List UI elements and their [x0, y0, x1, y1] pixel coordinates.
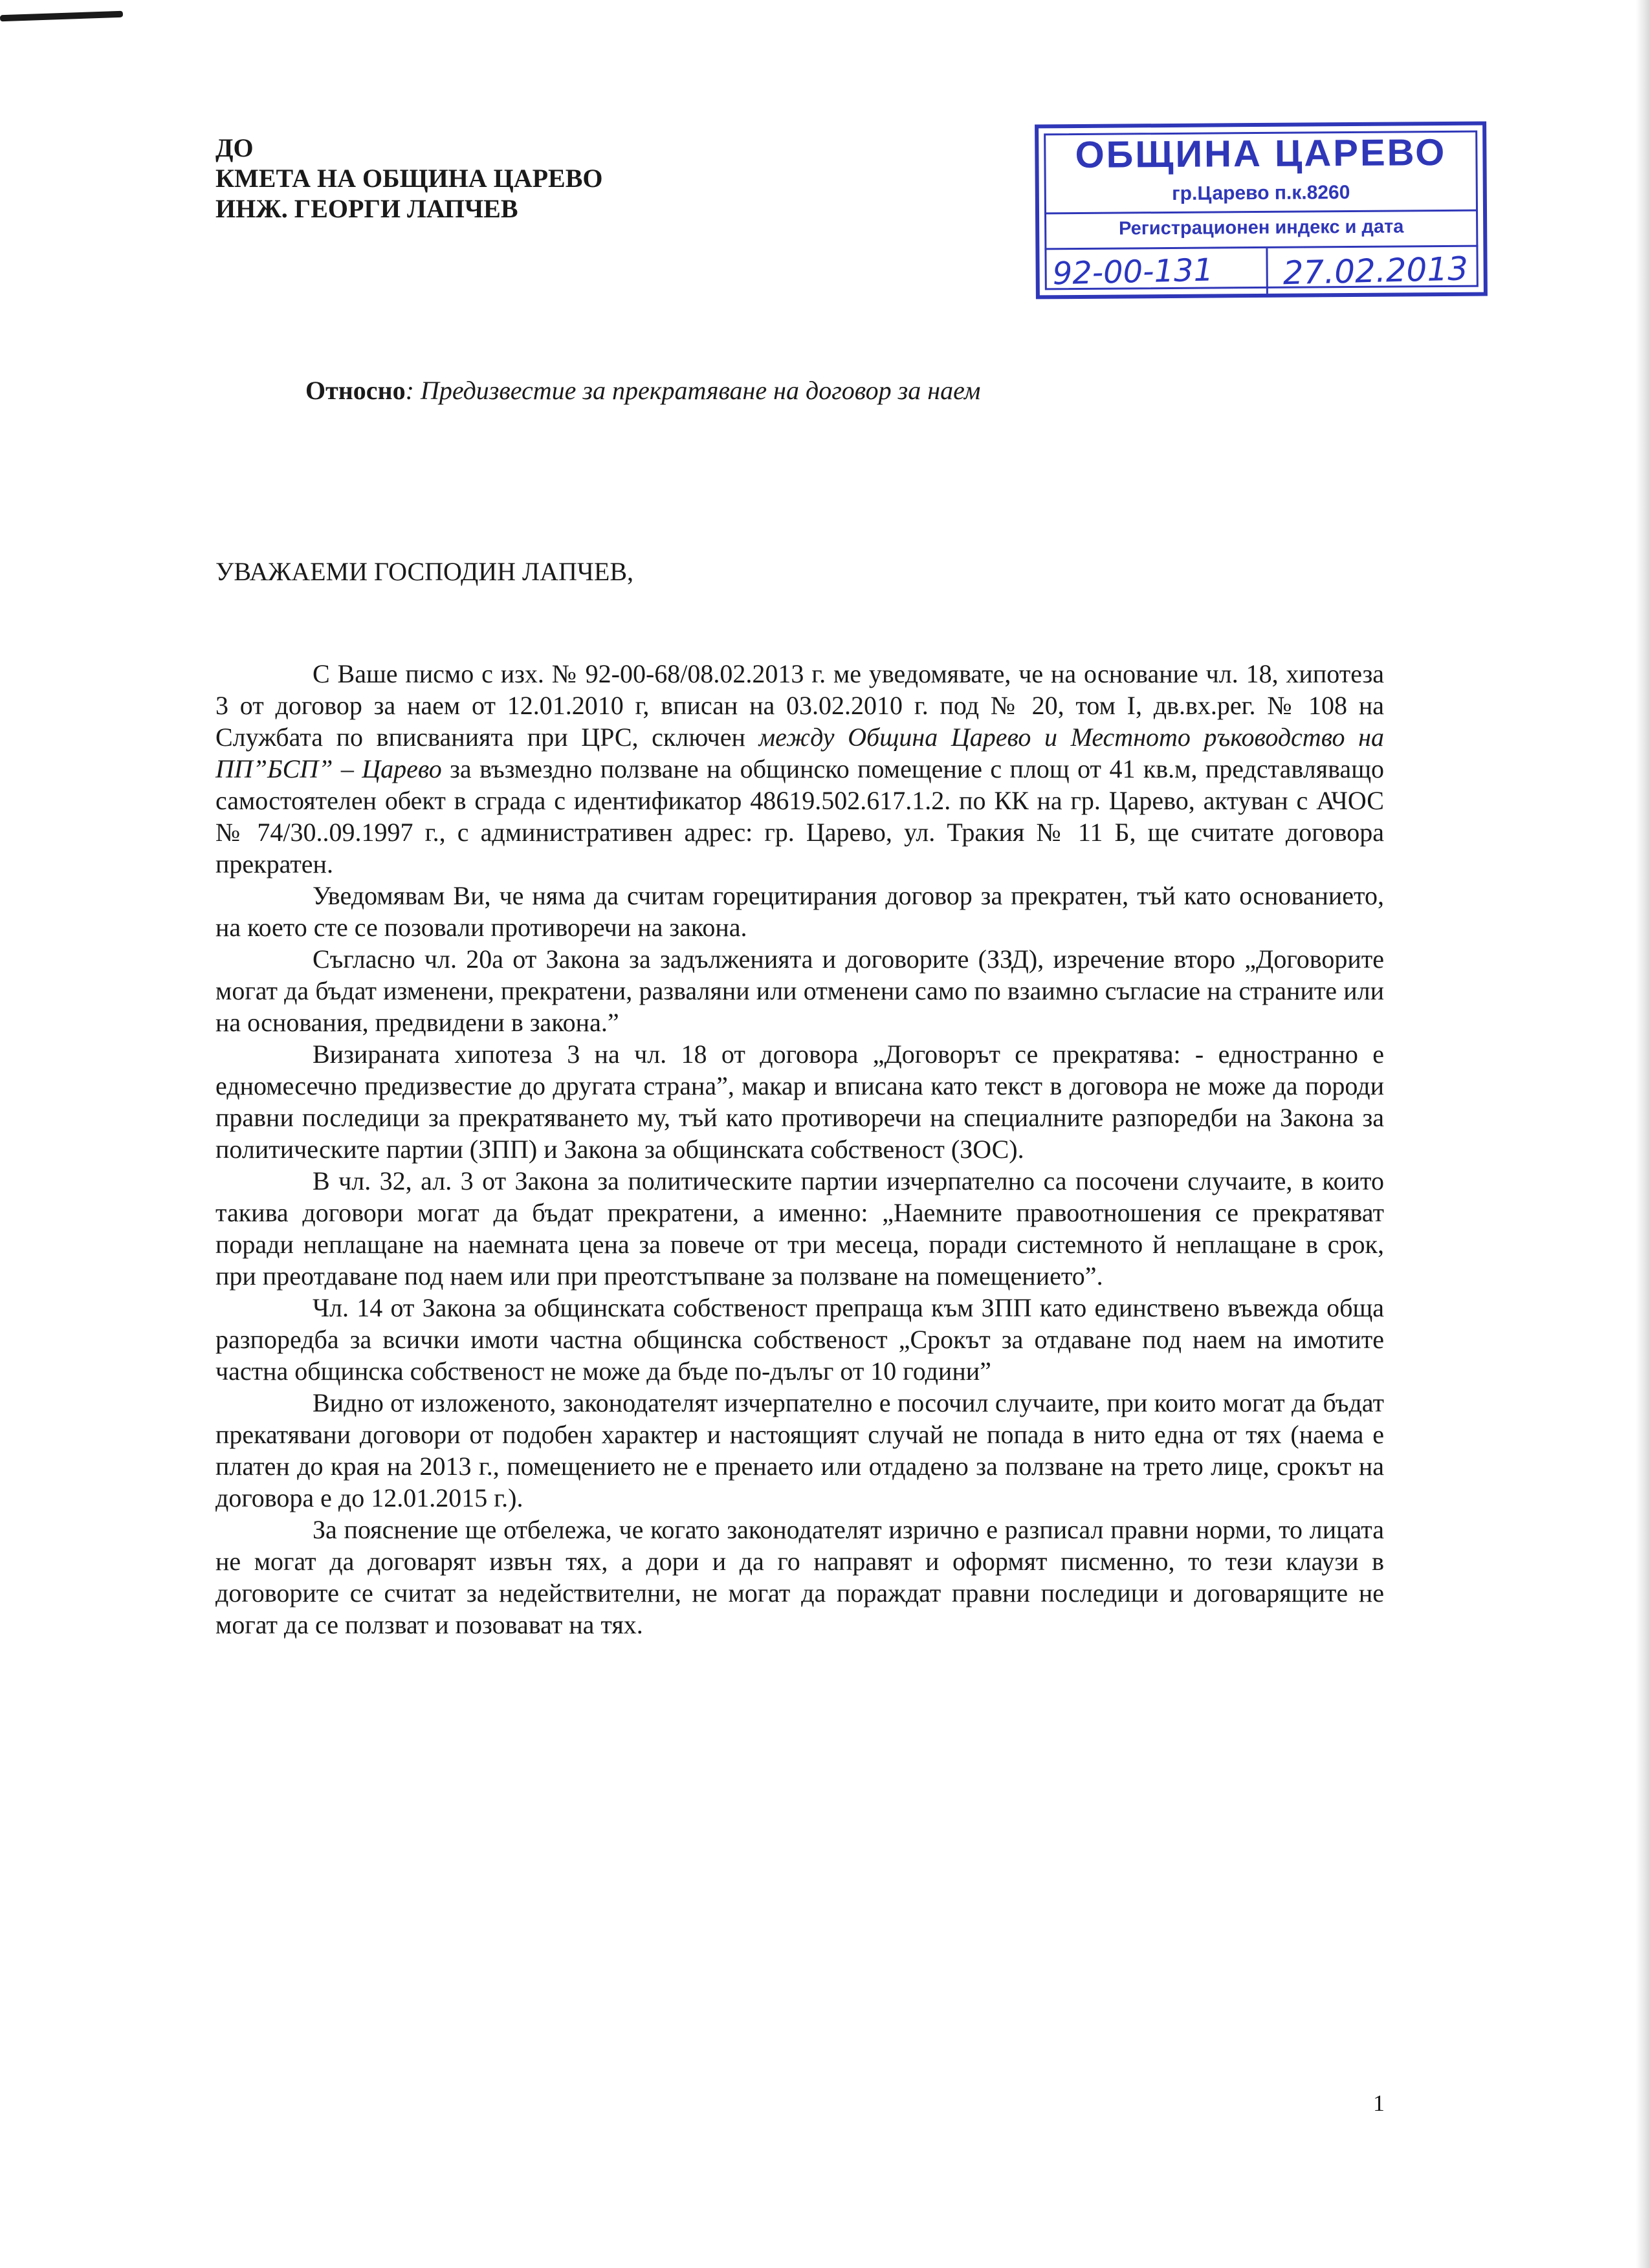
stamp-title: ОБЩИНА ЦАРЕВО — [1075, 131, 1447, 177]
scan-right-edge — [1636, 0, 1650, 2268]
paragraph-7: Видно от изложеното, законодателят изчерпателно е посочил случаите, при които могат да бъдат прекатявани договори от подобен характер и настоящият случай не попада в нито една от тях (наема е платен до края на 2013 г., помещението не е пренаето или отдадено за ползване на трето лице, срокът на договора е до 12.01.2015 г.). — [215, 1388, 1384, 1512]
stamp-field-divider — [1266, 248, 1268, 294]
stamp-reg-number: 92-00-131 — [1052, 252, 1214, 292]
registration-stamp — [1035, 122, 1488, 300]
stamp-reg-date: 27.02.2013 — [1282, 250, 1469, 292]
paragraph-6: Чл. 14 от Закона за общинската собственост препраща към ЗПП като единствено въвежда обща разпоредба за всички имоти частна общинска собственост „Срокът за отдаване под наем на имотите частна общинска собственост не може да бъде по-дълъг от 10 години” — [215, 1293, 1384, 1386]
paragraph-5: В чл. 32, ал. 3 от Закона за политическите партии изчерпателно са посочени случаите, в които такива договори могат да бъдат прекратени, а именно: „Наемните правоотношения се прекратяват поради неплащане на наемната цена за повече от три месеца, поради системното й неплащане в срок, при преотдаване под наем или при преотстъпване за ползване на помещението”. — [215, 1166, 1384, 1291]
paragraph-2: Уведомявам Ви, че няма да считам горецитирания договор за прекратен, тъй като основанието, на което сте се позовали противоречи на закона. — [215, 881, 1384, 942]
paragraph-1 — [215, 658, 1384, 880]
paragraph-4: Визираната хипотеза 3 на чл. 18 от договора „Договорът се прекратява: - едностранно е едномесечно предизвестие до другата страна”, макар и вписана като текст в договора не може да породи правни последици за прекратяването му, тъй като противоречи на специалните разпоредби на Закона за политическите партии (ЗПП) и Закона за общинската собственост (ЗОС). — [215, 1040, 1384, 1164]
addressee-line-to: ДО — [215, 133, 254, 162]
paragraph-1-text-end: за възмездно ползване на общинско помещение с площ от 41 кв.м, представляващо самостоятелен обект в сграда с идентификатор 48619.502.617.1.2. по КК на гр. Царево, актуван с АЧОС № 74/30..09.1997 г., с административен адрес: гр. Царево, ул. Тракия № 11 Б, ще считате договора прекратен. — [215, 754, 1384, 878]
addressee-line-name: ИНЖ. ГЕОРГИ ЛАПЧЕВ — [215, 194, 518, 223]
paragraph-1-text: С Ваше писмо с изх. № 92-00-68/08.02.2013 г. ме уведомявате, че на основание чл. 18, хипотеза 3 от договор за наем от 12.01.2010 г, вписан на 03.02.2010 г. под № 20, том I, дв.вх.рег. № 108 на Службата по вписванията при ЦРС, сключен — [215, 659, 1384, 752]
stamp-subtitle: гр.Царево п.к.8260 — [1172, 182, 1350, 204]
subject-line — [305, 375, 980, 406]
paragraph-3: Съгласно чл. 20а от Закона за задълженията и договорите (ЗЗД), изречение второ „Договорите могат да бъдат изменени, прекратени, разваляни или отменени само по взаимно съгласие на страните или на основания, предвидени в закона.” — [215, 944, 1384, 1037]
page-number: 1 — [1373, 2090, 1385, 2116]
scan-edge-mark — [0, 11, 123, 22]
subject-label: Относно — [305, 376, 406, 405]
letter-body — [215, 658, 1384, 1641]
paragraph-8: За пояснение ще отбележа, че когато законодателят изрично е разписал правни норми, то лицата не могат да договарят извън тях, а дори и да го направят и оформят писменно, то тези клаузи в договорите се считат за недействителни, не могат да пораждат правни последици и договарящите не могат да се ползват и позовават на тях. — [215, 1515, 1384, 1639]
stamp-registration-label: Регистрационен индекс и дата — [1118, 216, 1404, 239]
addressee-block — [215, 133, 603, 224]
subject-text: : Предизвестие за прекратяване на договор за наем — [405, 376, 981, 405]
paragraph-1-italic: между Община Царево и Местното ръководство на ПП”БСП” – Царево — [215, 723, 1384, 783]
addressee-line-mayor: КМЕТА НА ОБЩИНА ЦАРЕВО — [215, 164, 603, 193]
salutation: УВАЖАЕМИ ГОСПОДИН ЛАПЧЕВ, — [215, 557, 634, 586]
